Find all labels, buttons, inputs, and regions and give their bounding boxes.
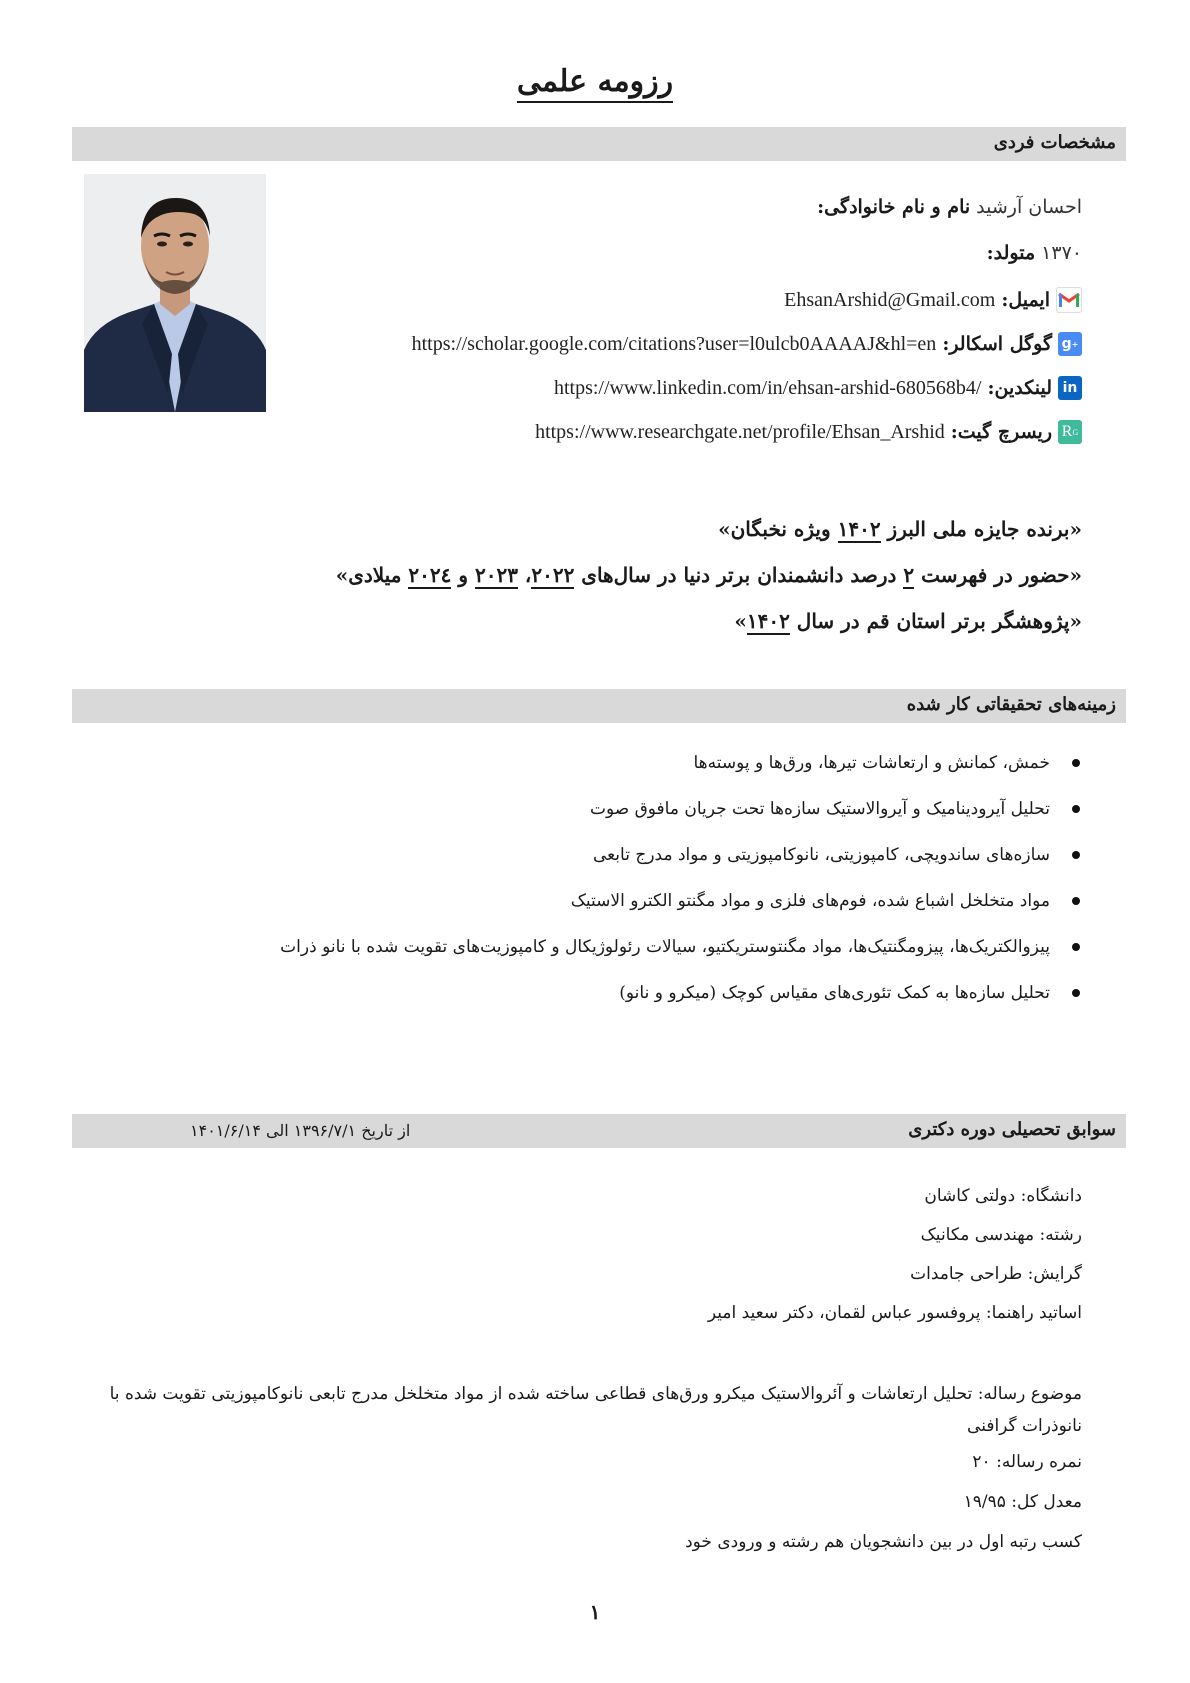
list-item: سازه‌های ساندویچی، کامپوزیتی، نانوکامپوزیتی و مواد مدرج تابعی xyxy=(280,844,1050,890)
researchgate-label: ریسرچ گیت: xyxy=(950,421,1052,443)
phd-date-range: از تاریخ ۱۳۹۶/۷/۱ الی ۱۴۰۱/۶/۱۴ xyxy=(190,1121,411,1140)
bullet-icon xyxy=(1072,943,1080,951)
linkedin-row xyxy=(554,376,1082,400)
scholar-row xyxy=(412,332,1082,356)
section-header-research xyxy=(72,689,1126,723)
profile-photo xyxy=(84,174,266,412)
phd-field: رشته: مهندسی مکانیک xyxy=(920,1225,1082,1245)
phd-thesis-title: موضوع رساله: تحلیل ارتعاشات و آئروالاستیک میکرو ورق‌های قطاعی ساخته شده از مواد متخلخل مدرج تابعی نانوکامپوزیتی تقویت شده با نانوذرات گرافنی xyxy=(109,1384,1082,1436)
researchgate-link[interactable]: https://www.researchgate.net/profile/Ehsan_Arshid xyxy=(535,420,945,443)
scholar-label: گوگل اسکالر: xyxy=(942,333,1052,355)
research-list xyxy=(280,752,1050,1028)
list-item: تحلیل سازه‌ها به کمک تئوری‌های مقیاس کوچک (میکرو و نانو) xyxy=(280,982,1050,1028)
honor-alborz-award: «برنده جایزه ملی البرز ۱۴۰۲ ویژه نخبگان» xyxy=(718,517,1082,541)
phd-specialty: گرایش: طراحی جامدات xyxy=(910,1264,1082,1284)
honor-top-2-percent: «حضور در فهرست ۲ درصد دانشمندان برتر دنیا در سال‌های ۲۰۲۲، ۲۰۲۳ و ۲۰۲٤ میلادی» xyxy=(335,563,1082,587)
linkedin-label: لینکدین: xyxy=(987,377,1052,399)
section-header-phd xyxy=(72,1114,1126,1148)
linkedin-link[interactable]: https://www.linkedin.com/in/ehsan-arshid-680568b4/ xyxy=(553,376,982,399)
gmail-icon xyxy=(1056,287,1082,313)
name-row xyxy=(817,196,1082,218)
researchgate-icon: R G xyxy=(1058,420,1082,444)
email-label: ایمیل: xyxy=(1001,289,1050,311)
linkedin-icon: in xyxy=(1058,376,1082,400)
honor-top-researcher-qom: «پژوهشگر برتر استان قم در سال ۱۴۰۲» xyxy=(734,609,1082,633)
list-item: خمش، کمانش و ارتعاشات تیرها، ورق‌ها و پوسته‌ها xyxy=(280,752,1050,798)
honor-year: ۱۴۰۲ xyxy=(837,517,881,541)
section-title: سوابق تحصیلی دوره دکتری xyxy=(908,1119,1116,1140)
list-item: تحلیل آیرودینامیک و آیروالاستیک سازه‌ها تحت جریان مافوق صوت xyxy=(280,798,1050,844)
bullet-icon xyxy=(1072,851,1080,859)
bullet-icon xyxy=(1072,805,1080,813)
section-title: مشخصات فردی xyxy=(993,132,1116,153)
phd-thesis-grade: نمره رساله: ۲۰ xyxy=(972,1452,1082,1472)
researchgate-row xyxy=(535,420,1082,444)
born-value: ۱۳۷۰ xyxy=(1041,242,1082,264)
list-item: مواد متخلخل اشباع شده، فوم‌های فلزی و مواد مگنتو الکترو الاستیک xyxy=(280,890,1050,936)
page-number: ۱ xyxy=(589,1600,601,1624)
email-row xyxy=(784,287,1082,313)
bullet-icon xyxy=(1072,759,1080,767)
phd-university: دانشگاه: دولتی کاشان xyxy=(924,1186,1082,1206)
scholar-link[interactable]: https://scholar.google.com/citations?user=l0ulcb0AAAAJ&hl=en xyxy=(411,332,937,355)
phd-advisors: اساتید راهنما: پروفسور عباس لقمان، دکتر سعید امیر xyxy=(707,1303,1082,1323)
bullet-icon xyxy=(1072,897,1080,905)
section-header-personal xyxy=(72,127,1126,161)
name-label: نام و نام خانوادگی: xyxy=(817,196,971,218)
born-row xyxy=(987,242,1082,264)
phd-gpa: معدل کل: ۱۹/۹۵ xyxy=(963,1492,1082,1512)
email-link[interactable]: EhsanArshid@Gmail.com xyxy=(784,288,996,311)
section-title: زمینه‌های تحقیقاتی کار شده xyxy=(906,694,1116,715)
google-scholar-icon: g + xyxy=(1058,332,1082,356)
born-label: متولد: xyxy=(986,242,1036,264)
name-value: احسان آرشید xyxy=(976,196,1082,218)
bullet-icon xyxy=(1072,989,1080,997)
document-title: رزومه علمی xyxy=(0,64,1190,99)
list-item: پیزوالکتریک‌ها، پیزومگنتیک‌ها، مواد مگنتوستریکتیو، سیالات رئولوژیکال و کامپوزیت‌های تقویت شده با نانو ذرات xyxy=(280,936,1050,982)
phd-rank: کسب رتبه اول در بین دانشجویان هم رشته و ورودی خود xyxy=(685,1532,1082,1552)
